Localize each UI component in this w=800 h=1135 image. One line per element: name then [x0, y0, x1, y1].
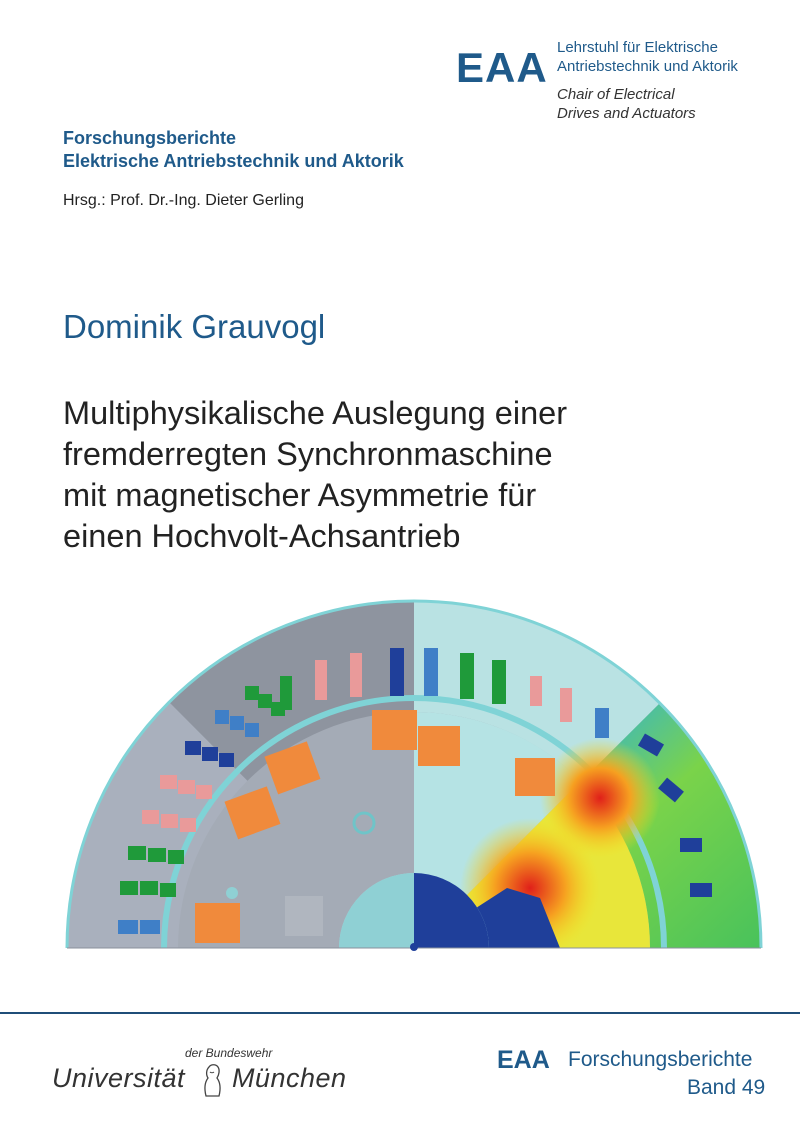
series-title — [63, 127, 404, 173]
title-line-1: Multiphysikalische Auslegung einer — [63, 395, 568, 431]
series-line-1: Forschungsberichte — [63, 128, 237, 148]
university-name-top: der Bundeswehr — [185, 1046, 273, 1060]
title-line-2: fremderregten Synchronmaschine — [63, 436, 553, 472]
chair-en-line-1: Chair of Electrical — [557, 86, 675, 103]
series-editor: Hrsg.: Prof. Dr.-Ing. Dieter Gerling — [63, 192, 304, 209]
chair-de-line-2: Antriebstechnik und Aktorik — [557, 58, 738, 75]
chair-en-line-2: Drives and Actuators — [557, 105, 696, 122]
footer-divider — [0, 1012, 800, 1014]
footer-volume-number: Band 49 — [687, 1076, 766, 1099]
title-line-4: einen Hochvolt-Achsantrieb — [63, 518, 461, 554]
coil-group-navy-top — [390, 648, 404, 696]
eaa-logo: EAA — [456, 44, 548, 91]
footer-series-name: Forschungsberichte — [568, 1048, 753, 1071]
chair-de-line-1: Lehrstuhl für Elektrische — [557, 39, 718, 56]
chair-name-english — [557, 85, 696, 123]
title-line-3: mit magnetischer Asymmetrie für — [63, 477, 537, 513]
university-name-right: München — [232, 1063, 347, 1093]
series-line-2: Elektrische Antriebstechnik und Aktorik — [63, 151, 404, 171]
bust-portrait-icon — [196, 1058, 228, 1100]
footer-eaa-logo: EAA — [497, 1046, 550, 1074]
university-name-left: Universität — [52, 1063, 186, 1093]
book-title — [63, 393, 783, 557]
author-name: Dominik Grauvogl — [63, 308, 326, 345]
chair-name-german — [557, 38, 738, 76]
machine-cross-section-figure — [0, 598, 800, 958]
